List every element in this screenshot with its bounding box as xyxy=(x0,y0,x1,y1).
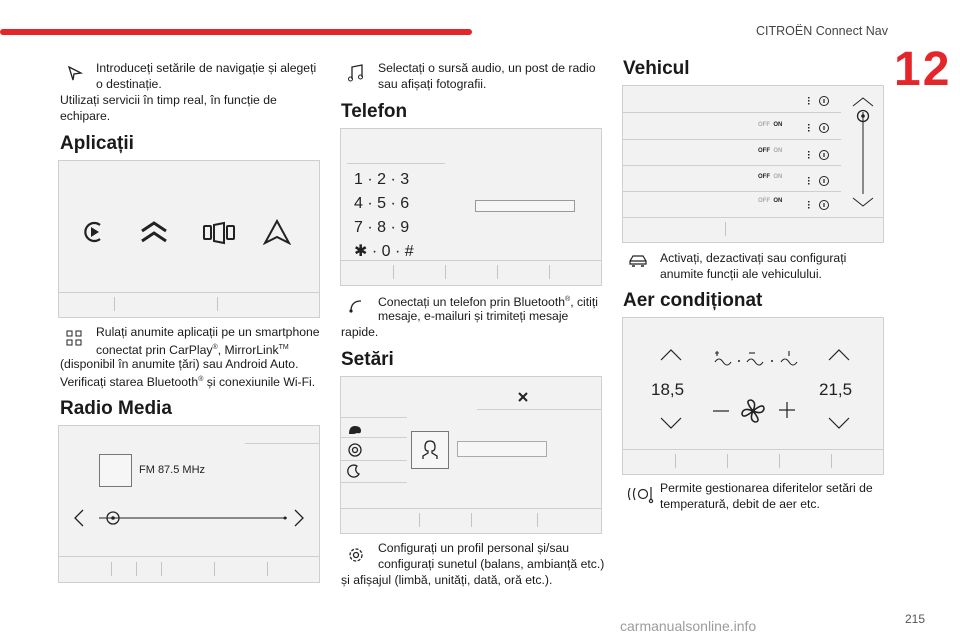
temp-left-up-icon[interactable] xyxy=(659,348,683,362)
radio-station-label: FM 87.5 MHz xyxy=(139,464,206,476)
settings-desc-line2: configurați sunetul (balans, ambianță etc.) xyxy=(378,557,605,571)
audio-note-line1: Selectați o sursă audio, un post de radio xyxy=(378,61,596,75)
temp-right-value: 21,5 xyxy=(819,380,853,399)
close-icon[interactable] xyxy=(517,391,529,403)
audio-note-line2: sau afișați fotografii. xyxy=(378,77,487,91)
vehicle-screen xyxy=(622,85,884,243)
phone-number-field[interactable] xyxy=(475,200,575,212)
apps-screen xyxy=(58,160,320,318)
car-icon xyxy=(628,254,648,268)
toggle-row-1[interactable]: OFF ON xyxy=(758,122,783,128)
citroen-icon xyxy=(139,219,169,247)
climate-screen xyxy=(622,317,884,475)
phone-desc-line1: Conectați un telefon prin Bluetooth®, citiți xyxy=(378,295,598,310)
settings-desc-line3: și afișajul (limbă, unități, dată, oră etc.). xyxy=(341,573,553,587)
settings-heading: Setări xyxy=(341,349,394,370)
vehicle-desc-line1: Activați, dezactivați sau configurați xyxy=(660,251,847,265)
fan-icon xyxy=(738,396,768,426)
temp-right-down-icon[interactable] xyxy=(827,416,851,430)
apps-desc-line1: Rulați anumite aplicații pe un smartphone xyxy=(96,325,320,339)
watermark: carmanualsonline.info xyxy=(620,618,757,634)
mirrorlink-icon xyxy=(202,221,236,245)
apps-desc-line4: Verificați starea Bluetooth® și conexiunile Wi-Fi. xyxy=(60,375,316,390)
user-icon xyxy=(420,439,440,461)
chapter-number: 12 xyxy=(894,43,952,96)
navigation-icon xyxy=(66,64,84,82)
fan-decrease-icon[interactable] xyxy=(711,406,731,416)
toggle-row-3[interactable]: OFF ON xyxy=(758,174,783,180)
bluetooth-phone-icon xyxy=(347,297,365,315)
nav-note-line1: Introduceți setările de navigație și alegeți xyxy=(96,61,317,75)
vehicle-scrollbar[interactable] xyxy=(849,96,877,208)
nav-note-line2: o destinație. xyxy=(96,77,162,91)
phone-desc-line2: mesaje, e-mailuri și trimiteți mesaje xyxy=(378,309,569,323)
row-options-icons[interactable] xyxy=(807,94,831,212)
phone-heading: Telefon xyxy=(341,101,408,122)
temp-right-up-icon[interactable] xyxy=(827,348,851,362)
frequency-slider[interactable] xyxy=(95,508,291,528)
toggle-row-2[interactable]: OFF ON xyxy=(758,148,783,154)
fan-increase-icon[interactable] xyxy=(777,400,797,420)
station-artwork xyxy=(99,454,132,487)
temp-left-down-icon[interactable] xyxy=(659,416,683,430)
climate-desc-line1: Permite gestionarea diferitelor setări de xyxy=(660,481,873,495)
chapter-red-bar xyxy=(0,29,472,35)
radio-heading: Radio Media xyxy=(60,398,172,419)
next-station-icon[interactable] xyxy=(293,508,305,528)
toggle-row-4[interactable]: OFF ON xyxy=(758,198,783,204)
phone-desc-line3: rapide. xyxy=(341,325,379,339)
vehicle-heading: Vehicul xyxy=(623,58,690,79)
settings-desc-line1: Configurați un profil personal și/sau xyxy=(378,541,570,555)
sound-settings-icon[interactable] xyxy=(347,442,363,458)
settings-screen xyxy=(340,376,602,534)
climate-icon xyxy=(626,484,654,504)
nav-note-line3: Utilizați servicii în timp real, în funcție de xyxy=(60,93,277,107)
apps-desc-line2: conectat prin CarPlay®, MirrorLink™ xyxy=(96,343,289,358)
carplay-icon xyxy=(81,219,107,245)
android-auto-icon xyxy=(263,219,291,245)
page-number: 215 xyxy=(904,612,925,626)
phone-keypad[interactable]: 1 · 2 · 3 4 · 5 · 6 7 · 8 · 9 ✱ · 0 · # xyxy=(354,171,414,260)
prev-station-icon[interactable] xyxy=(73,508,85,528)
settings-gear-icon xyxy=(347,546,365,564)
climate-heading: Aer condiționat xyxy=(623,290,763,311)
climate-desc-line2: temperatură, debit de aer etc. xyxy=(660,497,820,511)
profile-name-field[interactable] xyxy=(457,441,547,457)
brand-title: CITROËN Connect Nav xyxy=(756,24,888,38)
palette-icon[interactable] xyxy=(347,422,363,436)
nav-note-line4: echipare. xyxy=(60,109,111,123)
apps-heading: Aplicații xyxy=(60,133,134,154)
temp-left-value: 18,5 xyxy=(651,380,685,399)
vehicle-desc-line2: anumite funcții ale vehiculului. xyxy=(660,267,822,281)
music-note-icon xyxy=(347,63,365,83)
apps-grid-icon xyxy=(66,330,82,346)
air-distribution-icons[interactable] xyxy=(711,350,803,370)
profile-button[interactable] xyxy=(411,431,449,469)
night-mode-icon[interactable] xyxy=(347,464,361,478)
radio-screen xyxy=(58,425,320,583)
apps-desc-line3: (disponibil în anumite țări) sau Android Auto. xyxy=(60,357,299,371)
